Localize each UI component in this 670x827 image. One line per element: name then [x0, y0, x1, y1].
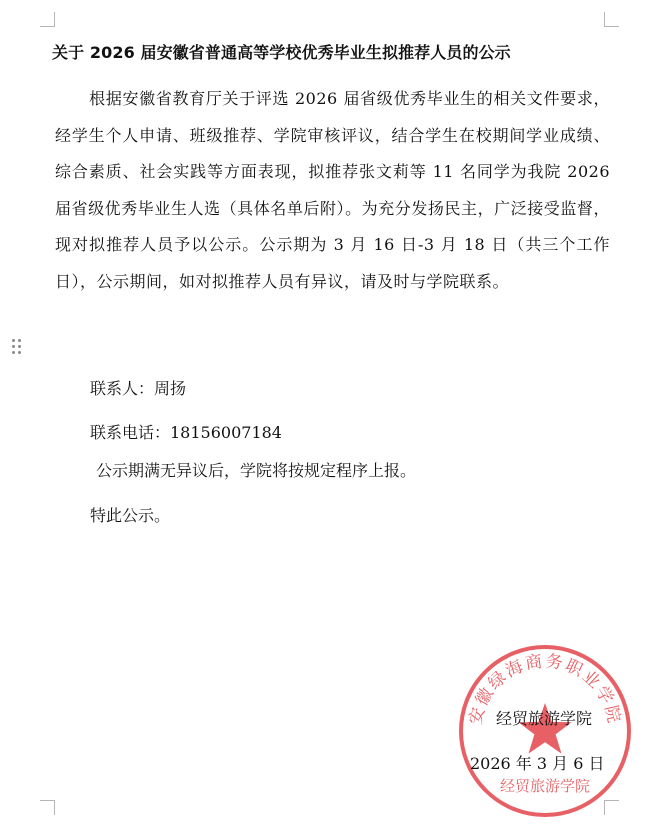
contact-person: 联系人：周扬	[90, 379, 187, 398]
seal-outer-text: 安徽绿海商务职业学院	[465, 651, 625, 727]
body-paragraph	[55, 81, 610, 300]
signature-org: 经贸旅游学院	[496, 709, 593, 728]
document-title: 关于 2026 届安徽省普通高等学校优秀毕业生拟推荐人员的公示	[52, 43, 511, 62]
contact-phone: 联系电话：18156007184	[90, 423, 282, 442]
paragraph-drag-handle-icon[interactable]	[12, 339, 22, 357]
signature-date: 2026 年 3 月 6 日	[470, 754, 605, 773]
page-corner-mark-top-left	[40, 12, 55, 27]
body-paragraph-text: 根据安徽省教育厅关于评选 2026 届省级优秀毕业生的相关文件要求，经学生个人申请、班级推荐、学院审核评议，结合学生在校期间学业成绩、综合素质、社会实践等方面表现，拟推荐张文莉等 11 名同学为我院 2026 届省级优秀毕业生人选（具体名单后附）。为充分发扬民主，广泛接受监督，现对拟推荐人员予以公示。公示期为 3 月 16 日-3 月 18 日（共三个工作日），公示期间，如对拟推荐人员有异议，请及时与学院联系。	[55, 89, 610, 291]
seal-inner-text: 经贸旅游学院	[499, 777, 591, 795]
official-seal-stamp	[455, 641, 635, 821]
closing-line: 特此公示。	[90, 506, 171, 525]
notice-line: 公示期满无异议后，学院将按规定程序上报。	[96, 461, 417, 480]
page-corner-mark-top-right	[604, 12, 619, 27]
page-corner-mark-bottom-left	[40, 800, 55, 815]
